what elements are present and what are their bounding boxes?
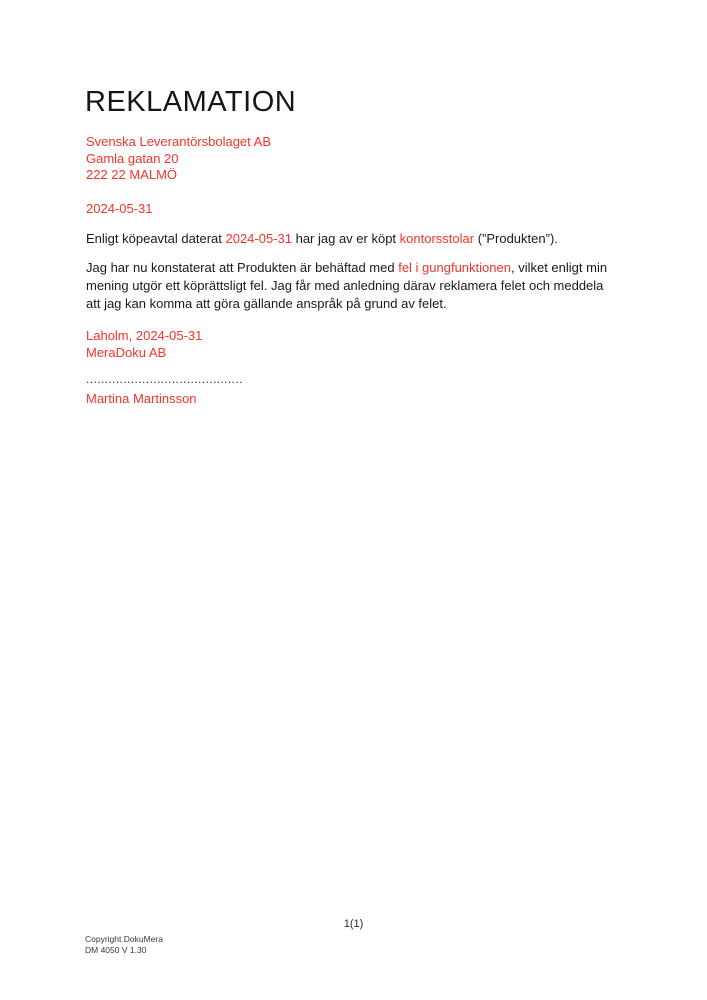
paragraph-purchase [86, 230, 626, 248]
page-number: 1(1) [343, 918, 364, 930]
complaint-defect: fel i gungfunktionen [398, 260, 511, 275]
footer-copyright: Copyright DokuMera [85, 934, 163, 944]
recipient-address-block [86, 134, 271, 184]
recipient-street: Gamla gatan 20 [86, 150, 179, 166]
complaint-text-1: Jag har nu konstaterat att Produkten är behäftad med [86, 260, 399, 275]
signature-name: Martina Martinsson [86, 391, 197, 406]
recipient-company: Svenska Leverantörsbolaget AB [86, 134, 272, 149]
footer-version: DM 4050 V 1.30 [85, 944, 147, 955]
purchase-text-2: har jag av er köpt [291, 231, 400, 246]
signature-place-block [86, 328, 202, 361]
purchase-text-1: Enligt köpeavtal daterat [86, 231, 226, 246]
purchase-agreement-date: 2024-05-31 [225, 231, 292, 246]
signature-company: MeraDoku AB [86, 344, 167, 360]
signature-place-date: Laholm, 2024-05-31 [86, 328, 203, 343]
signature-dotted-line: .......................................... [86, 372, 243, 386]
recipient-postal-city: 222 22 MALMÖ [86, 167, 178, 182]
purchase-product: kontorsstolar [399, 231, 475, 246]
paragraph-complaint [86, 259, 618, 313]
footer-credits [85, 934, 163, 955]
letter-date: 2024-05-31 [86, 201, 153, 216]
complaint-text-2: , vilket enligt min mening utgör ett köprättsligt fel. Jag får med anledning därav reklamera felet och meddela att jag kan komma att göra gällande anspråk på grund av felet. [86, 260, 608, 311]
document-title: REKLAMATION [85, 86, 297, 118]
purchase-text-3: (”Produkten”). [474, 231, 558, 246]
